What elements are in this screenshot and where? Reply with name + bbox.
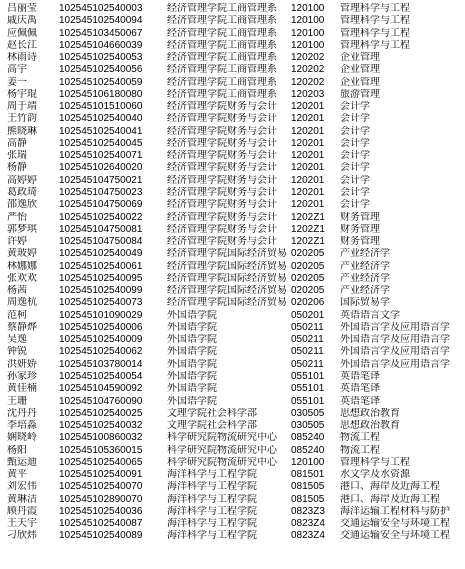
table-row xyxy=(0,506,465,518)
major-name-cell: 产业经济学 xyxy=(340,285,390,297)
department-cell: 经济管理学院工商管理系 xyxy=(167,88,277,100)
department-cell: 经济管理学院工商管理系 xyxy=(167,39,277,51)
department-cell: 经济管理学院国际经济贸易 xyxy=(167,285,287,297)
department-cell: 经济管理学院财务与会计 xyxy=(167,223,277,235)
student-name-cell: 刘宏伟 xyxy=(7,481,37,493)
exam-id-cell: 102545102540045 xyxy=(59,137,143,149)
department-cell: 科学研究院物流研究中心 xyxy=(167,444,277,456)
student-name-cell: 顾丹霞 xyxy=(7,505,37,517)
department-cell: 经济管理学院工商管理系 xyxy=(167,52,277,64)
department-cell: 经济管理学院工商管理系 xyxy=(167,76,277,88)
major-name-cell: 思想政治教育 xyxy=(340,420,400,432)
table-row xyxy=(0,310,465,322)
table-row xyxy=(0,322,465,334)
student-name-cell: 钟锐 xyxy=(7,346,27,358)
student-name-cell: 孙家珍 xyxy=(7,370,37,382)
department-cell: 经济管理学院国际经济贸易 xyxy=(167,272,287,284)
student-name-cell: 黄平 xyxy=(7,469,27,481)
major-code-cell: 020205 xyxy=(291,272,325,284)
department-cell: 外国语学院 xyxy=(167,358,217,370)
major-name-cell: 英语笔译 xyxy=(340,395,380,407)
exam-id-cell: 102545102540062 xyxy=(59,346,143,358)
major-name-cell: 外国语言学及应用语言学 xyxy=(340,346,450,358)
major-name-cell: 交通运输安全与环境工程 xyxy=(340,518,450,530)
exam-id-cell: 102545102540061 xyxy=(59,260,143,272)
table-row xyxy=(0,445,465,457)
major-code-cell: 120100 xyxy=(291,456,325,468)
department-cell: 外国语学院 xyxy=(167,321,217,333)
major-code-cell: 020206 xyxy=(291,297,325,309)
department-cell: 外国语学院 xyxy=(167,346,217,358)
student-name-cell: 郭梦琪 xyxy=(7,223,37,235)
department-cell: 经济管理学院财务与会计 xyxy=(167,113,277,125)
table-row xyxy=(0,77,465,89)
major-name-cell: 会计学 xyxy=(340,199,370,211)
exam-id-cell: 102545104750069 xyxy=(59,199,143,211)
major-name-cell: 财务管理 xyxy=(340,223,380,235)
department-cell: 经济管理学院财务与会计 xyxy=(167,199,277,211)
exam-id-cell: 102545104660039 xyxy=(59,39,143,51)
exam-id-cell: 102545103780014 xyxy=(59,358,143,370)
major-code-cell: 1202Z1 xyxy=(291,236,325,248)
student-name-cell: 黄佳楠 xyxy=(7,383,37,395)
table-row xyxy=(0,334,465,346)
student-name-cell: 高婷婷 xyxy=(7,174,37,186)
exam-id-cell: 102545102540041 xyxy=(59,125,143,137)
student-name-cell: 刁欣炜 xyxy=(7,530,37,542)
major-code-cell: 120201 xyxy=(291,150,325,162)
major-name-cell: 港口、海岸及近海工程 xyxy=(340,481,440,493)
department-cell: 经济管理学院国际经济贸易 xyxy=(167,248,287,260)
exam-id-cell: 102545101090029 xyxy=(59,309,143,321)
student-name-cell: 王竹韵 xyxy=(7,113,37,125)
department-cell: 经济管理学院财务与会计 xyxy=(167,236,277,248)
student-name-cell: 王珊 xyxy=(7,395,27,407)
major-name-cell: 物流工程 xyxy=(340,432,380,444)
student-name-cell: 娴晓岭 xyxy=(7,432,37,444)
department-cell: 海洋科学与工程学院 xyxy=(167,493,257,505)
exam-id-cell: 102545102540087 xyxy=(59,518,143,530)
major-name-cell: 会计学 xyxy=(340,125,370,137)
student-name-cell: 许婷 xyxy=(7,236,27,248)
department-cell: 经济管理学院财务与会计 xyxy=(167,150,277,162)
department-cell: 海洋科学与工程学院 xyxy=(167,518,257,530)
table-row xyxy=(0,64,465,76)
student-name-cell: 沈丹丹 xyxy=(7,407,37,419)
department-cell: 文理学院社会科学部 xyxy=(167,407,257,419)
table-row xyxy=(0,89,465,101)
exam-id-cell: 102545104750021 xyxy=(59,174,143,186)
exam-id-cell: 102545102540095 xyxy=(59,272,143,284)
department-cell: 经济管理学院财务与会计 xyxy=(167,211,277,223)
student-name-cell: 周于靖 xyxy=(7,101,37,113)
exam-id-cell: 102545102640020 xyxy=(59,162,143,174)
department-cell: 科学研究院物流研究中心 xyxy=(167,432,277,444)
major-name-cell: 思想政治教育 xyxy=(340,407,400,419)
student-name-cell: 黄玻婷 xyxy=(7,248,37,260)
major-code-cell: 081505 xyxy=(291,481,325,493)
major-name-cell: 会计学 xyxy=(340,174,370,186)
table-row xyxy=(0,261,465,273)
table-row xyxy=(0,432,465,444)
department-cell: 外国语学院 xyxy=(167,334,217,346)
major-code-cell: 050211 xyxy=(291,321,324,333)
major-code-cell: 120203 xyxy=(291,88,325,100)
major-name-cell: 物流工程 xyxy=(340,444,380,456)
department-cell: 经济管理学院财务与会计 xyxy=(167,186,277,198)
exam-id-cell: 102545104750081 xyxy=(59,223,143,235)
exam-id-cell: 102545102540009 xyxy=(59,334,143,346)
student-name-cell: 杨阳 xyxy=(7,444,27,456)
major-name-cell: 企业管理 xyxy=(340,64,380,76)
student-name-cell: 张瑞 xyxy=(7,150,27,162)
table-row xyxy=(0,187,465,199)
department-cell: 科学研究院物流研究中心 xyxy=(167,456,277,468)
table-row xyxy=(0,126,465,138)
student-name-cell: 黄琳洁 xyxy=(7,493,37,505)
student-name-cell: 林娜娜 xyxy=(7,260,37,272)
student-name-cell: 戚庆禹 xyxy=(7,15,37,27)
exam-id-cell: 102545104760090 xyxy=(59,395,143,407)
major-code-cell: 0823Z4 xyxy=(291,518,325,530)
student-name-cell: 邵逸欣 xyxy=(7,199,37,211)
exam-id-cell: 102545102540070 xyxy=(59,481,143,493)
table-row xyxy=(0,248,465,260)
student-name-cell: 熊晓琳 xyxy=(7,125,37,137)
table-row xyxy=(0,518,465,530)
exam-id-cell: 102545102540099 xyxy=(59,285,143,297)
student-name-cell: 葛政琦 xyxy=(7,186,37,198)
table-row xyxy=(0,236,465,248)
major-name-cell: 国际贸易学 xyxy=(340,297,390,309)
exam-id-cell: 102545103450067 xyxy=(59,27,143,39)
department-cell: 海洋科学与工程学院 xyxy=(167,505,257,517)
table-row xyxy=(0,273,465,285)
table-row xyxy=(0,40,465,52)
major-code-cell: 050211 xyxy=(291,334,324,346)
table-row xyxy=(0,162,465,174)
table-row xyxy=(0,113,465,125)
table-row xyxy=(0,224,465,236)
table-row xyxy=(0,494,465,506)
student-name-cell: 甄运迪 xyxy=(7,456,37,468)
major-name-cell: 外国语言学及应用语言学 xyxy=(340,334,450,346)
table-row xyxy=(0,371,465,383)
exam-id-cell: 102545102540053 xyxy=(59,52,143,64)
major-name-cell: 交通运输安全与环境工程 xyxy=(340,530,450,542)
table-row xyxy=(0,138,465,150)
student-name-cell: 洪妍娇 xyxy=(7,358,37,370)
major-name-cell: 企业管理 xyxy=(340,52,380,64)
major-code-cell: 1202Z1 xyxy=(291,211,325,223)
major-name-cell: 会计学 xyxy=(340,186,370,198)
major-code-cell: 120100 xyxy=(291,27,325,39)
exam-id-cell: 102545102540049 xyxy=(59,248,143,260)
exam-id-cell: 102545102540089 xyxy=(59,530,143,542)
exam-id-cell: 102545104590092 xyxy=(59,383,143,395)
major-code-cell: 120201 xyxy=(291,199,325,211)
major-name-cell: 产业经济学 xyxy=(340,248,390,260)
exam-id-cell: 102545102540040 xyxy=(59,113,143,125)
major-name-cell: 会计学 xyxy=(340,113,370,125)
major-code-cell: 120201 xyxy=(291,174,325,186)
major-code-cell: 050211 xyxy=(291,358,324,370)
exam-id-cell: 102545102540032 xyxy=(59,420,143,432)
major-code-cell: 085240 xyxy=(291,432,325,444)
major-name-cell: 管理科学与工程 xyxy=(340,39,410,51)
exam-id-cell: 102545102540056 xyxy=(59,64,143,76)
student-name-cell: 张欢欢 xyxy=(7,272,37,284)
table-row xyxy=(0,469,465,481)
table-row xyxy=(0,408,465,420)
student-name-cell: 杨茜 xyxy=(7,285,27,297)
table-row xyxy=(0,15,465,27)
major-name-cell: 旅游管理 xyxy=(340,88,380,100)
exam-id-cell: 102545105360015 xyxy=(59,444,143,456)
department-cell: 外国语学院 xyxy=(167,370,217,382)
exam-id-cell: 102545102540003 xyxy=(59,3,143,14)
major-code-cell: 050201 xyxy=(291,309,325,321)
table-row xyxy=(0,359,465,371)
department-cell: 外国语学院 xyxy=(167,309,217,321)
major-name-cell: 会计学 xyxy=(340,101,370,113)
exam-id-cell: 102545101510060 xyxy=(59,101,143,113)
department-cell: 经济管理学院财务与会计 xyxy=(167,101,277,113)
major-name-cell: 财务管理 xyxy=(340,211,380,223)
department-cell: 经济管理学院国际经济贸易 xyxy=(167,297,287,309)
department-cell: 经济管理学院工商管理系 xyxy=(167,27,277,39)
major-code-cell: 120202 xyxy=(291,76,325,88)
department-cell: 外国语学院 xyxy=(167,395,217,407)
student-name-cell: 杨宇琨 xyxy=(7,88,37,100)
exam-id-cell: 102545102540025 xyxy=(59,407,143,419)
major-code-cell: 030505 xyxy=(291,420,325,432)
major-code-cell: 120201 xyxy=(291,113,325,125)
major-code-cell: 055101 xyxy=(291,395,325,407)
student-table xyxy=(0,3,465,543)
major-code-cell: 120201 xyxy=(291,186,325,198)
major-name-cell: 会计学 xyxy=(340,162,370,174)
major-name-cell: 财务管理 xyxy=(340,236,380,248)
exam-id-cell: 102545102540071 xyxy=(59,150,143,162)
exam-id-cell: 102545102540036 xyxy=(59,505,143,517)
student-name-cell: 高宇 xyxy=(7,64,27,76)
major-code-cell: 0823Z4 xyxy=(291,530,325,542)
table-row xyxy=(0,297,465,309)
major-name-cell: 英语语言文学 xyxy=(340,309,400,321)
student-name-cell: 蔡静烨 xyxy=(7,321,37,333)
exam-id-cell: 102545106180080 xyxy=(59,88,143,100)
exam-id-cell: 102545102540022 xyxy=(59,211,143,223)
department-cell: 经济管理学院财务与会计 xyxy=(167,162,277,174)
department-cell: 经济管理学院工商管理系 xyxy=(167,64,277,76)
major-name-cell: 英语笔译 xyxy=(340,383,380,395)
major-code-cell: 020205 xyxy=(291,260,325,272)
major-code-cell: 120202 xyxy=(291,64,325,76)
major-name-cell: 管理科学与工程 xyxy=(340,15,410,27)
major-code-cell: 1202Z1 xyxy=(291,223,325,235)
major-code-cell: 081505 xyxy=(291,493,325,505)
major-name-cell: 港口、海岸及近海工程 xyxy=(340,493,440,505)
table-row xyxy=(0,28,465,40)
student-name-cell: 吕丽莹 xyxy=(7,3,37,14)
major-name-cell: 管理科学与工程 xyxy=(340,456,410,468)
major-name-cell: 会计学 xyxy=(340,150,370,162)
major-code-cell: 030505 xyxy=(291,407,325,419)
department-cell: 经济管理学院工商管理系 xyxy=(167,3,277,14)
student-name-cell: 赵长江 xyxy=(7,39,37,51)
student-name-cell: 吴逸 xyxy=(7,334,27,346)
major-code-cell: 081501 xyxy=(291,469,325,481)
student-name-cell: 应佩佩 xyxy=(7,27,37,39)
student-name-cell: 姜一 xyxy=(7,76,27,88)
major-code-cell: 120201 xyxy=(291,125,325,137)
major-code-cell: 120201 xyxy=(291,137,325,149)
department-cell: 外国语学院 xyxy=(167,383,217,395)
table-row xyxy=(0,346,465,358)
major-code-cell: 055101 xyxy=(291,383,325,395)
exam-id-cell: 102545100860032 xyxy=(59,432,143,444)
student-name-cell: 高静 xyxy=(7,137,27,149)
department-cell: 经济管理学院国际经济贸易 xyxy=(167,260,287,272)
major-code-cell: 050211 xyxy=(291,346,324,358)
major-name-cell: 水文学及水资源 xyxy=(340,469,410,481)
table-row xyxy=(0,3,465,15)
student-name-cell: 王天宇 xyxy=(7,518,37,530)
major-code-cell: 020205 xyxy=(291,248,325,260)
table-row xyxy=(0,530,465,542)
major-name-cell: 管理科学与工程 xyxy=(340,3,410,14)
major-name-cell: 管理科学与工程 xyxy=(340,27,410,39)
department-cell: 经济管理学院财务与会计 xyxy=(167,125,277,137)
table-row xyxy=(0,383,465,395)
table-row xyxy=(0,481,465,493)
major-name-cell: 英语笔译 xyxy=(340,370,380,382)
student-name-cell: 范柯 xyxy=(7,309,27,321)
exam-id-cell: 102545102540094 xyxy=(59,15,143,27)
major-name-cell: 外国语言学及应用语言学 xyxy=(340,321,450,333)
exam-id-cell: 102545102540065 xyxy=(59,456,143,468)
student-name-cell: 严怡 xyxy=(7,211,27,223)
major-name-cell: 外国语言学及应用语言学 xyxy=(340,358,450,370)
department-cell: 经济管理学院工商管理系 xyxy=(167,15,277,27)
major-code-cell: 020205 xyxy=(291,285,325,297)
major-code-cell: 120100 xyxy=(291,3,325,14)
department-cell: 海洋科学与工程学院 xyxy=(167,481,257,493)
table-row xyxy=(0,150,465,162)
table-row xyxy=(0,285,465,297)
major-name-cell: 产业经济学 xyxy=(340,272,390,284)
major-code-cell: 120201 xyxy=(291,162,325,174)
major-code-cell: 120201 xyxy=(291,101,325,113)
major-name-cell: 会计学 xyxy=(340,137,370,149)
table-row xyxy=(0,101,465,113)
exam-id-cell: 102545102540059 xyxy=(59,76,143,88)
exam-id-cell: 102545104750084 xyxy=(59,236,143,248)
major-code-cell: 085240 xyxy=(291,444,325,456)
major-name-cell: 海洋运输工程材料与防护 xyxy=(340,505,450,517)
student-name-cell: 周逸杭 xyxy=(7,297,37,309)
exam-id-cell: 102545102540006 xyxy=(59,321,143,333)
exam-id-cell: 102545104750023 xyxy=(59,186,143,198)
table-row xyxy=(0,212,465,224)
exam-id-cell: 102545102540054 xyxy=(59,370,143,382)
major-code-cell: 120202 xyxy=(291,52,325,64)
table-row xyxy=(0,52,465,64)
exam-id-cell: 102545102540073 xyxy=(59,297,143,309)
table-row xyxy=(0,420,465,432)
table-row xyxy=(0,396,465,408)
exam-id-cell: 102545102890070 xyxy=(59,493,143,505)
department-cell: 经济管理学院财务与会计 xyxy=(167,174,277,186)
major-name-cell: 企业管理 xyxy=(340,76,380,88)
department-cell: 海洋科学与工程学院 xyxy=(167,469,257,481)
student-name-cell: 林雨诗 xyxy=(7,52,37,64)
table-row xyxy=(0,199,465,211)
major-code-cell: 120100 xyxy=(291,39,325,51)
department-cell: 海洋科学与工程学院 xyxy=(167,530,257,542)
table-row xyxy=(0,457,465,469)
department-cell: 经济管理学院财务与会计 xyxy=(167,137,277,149)
student-name-cell: 杨静 xyxy=(7,162,27,174)
major-code-cell: 0823Z3 xyxy=(291,505,325,517)
student-name-cell: 李培淼 xyxy=(7,420,37,432)
exam-id-cell: 102545102540091 xyxy=(59,469,143,481)
major-name-cell: 产业经济学 xyxy=(340,260,390,272)
department-cell: 文理学院社会科学部 xyxy=(167,420,257,432)
major-code-cell: 055101 xyxy=(291,370,325,382)
table-row xyxy=(0,175,465,187)
major-code-cell: 120100 xyxy=(291,15,325,27)
